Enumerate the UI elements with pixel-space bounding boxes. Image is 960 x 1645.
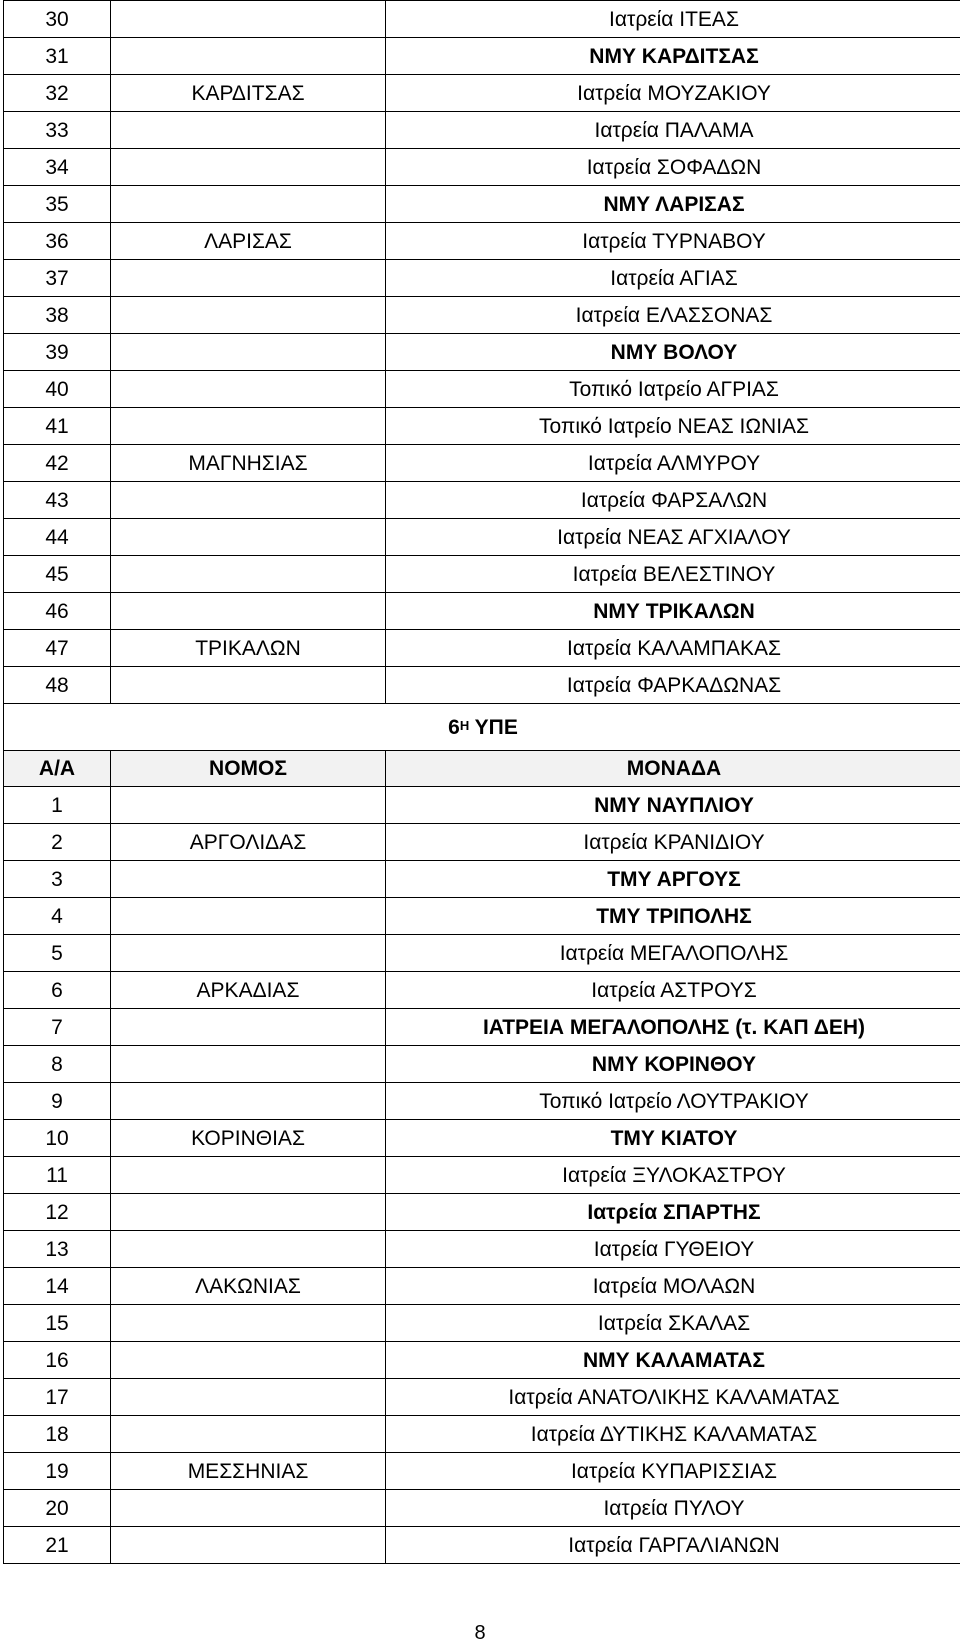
- row-unit: ΤΜΥ ΚΙΑΤΟΥ: [386, 1120, 960, 1157]
- row-unit: Ιατρεία ΠΥΛΟΥ: [386, 1490, 960, 1527]
- row-nomos: [111, 898, 386, 935]
- table-row: [4, 1416, 960, 1453]
- table-row: [4, 1, 960, 38]
- row-number: 8: [4, 1046, 111, 1083]
- table-row: [4, 556, 960, 593]
- section-row: [4, 704, 960, 751]
- row-unit: ΝΜΥ ΚΟΡΙΝΘΟΥ: [386, 1046, 960, 1083]
- row-unit: ΝΜΥ ΤΡΙΚΑΛΩΝ: [386, 593, 960, 630]
- row-unit: Ιατρεία ΑΝΑΤΟΛΙΚΗΣ ΚΑΛΑΜΑΤΑΣ: [386, 1379, 960, 1416]
- row-unit: ΤΜΥ ΤΡΙΠΟΛΗΣ: [386, 898, 960, 935]
- row-unit: Ιατρεία ΝΕΑΣ ΑΓΧΙΑΛΟΥ: [386, 519, 960, 556]
- row-number: 3: [4, 861, 111, 898]
- row-number: 9: [4, 1083, 111, 1120]
- row-number: 48: [4, 667, 111, 704]
- row-unit: Ιατρεία ΜΕΓΑΛΟΠΟΛΗΣ: [386, 935, 960, 972]
- row-number: 6: [4, 972, 111, 1009]
- table-top-body: [4, 1, 960, 704]
- table-row: [4, 371, 960, 408]
- table-row: [4, 75, 960, 112]
- row-nomos: [111, 1342, 386, 1379]
- row-unit: Ιατρεία ΤΥΡΝΑΒΟΥ: [386, 223, 960, 260]
- row-number: 34: [4, 149, 111, 186]
- table-row: [4, 149, 960, 186]
- row-unit: Τοπικό Ιατρείο ΛΟΥΤΡΑΚΙΟΥ: [386, 1083, 960, 1120]
- row-nomos: [111, 519, 386, 556]
- row-number: 42: [4, 445, 111, 482]
- table-bottom-body: [4, 787, 960, 1564]
- row-number: 15: [4, 1305, 111, 1342]
- row-number: 33: [4, 112, 111, 149]
- table-row: [4, 186, 960, 223]
- row-nomos: [111, 1009, 386, 1046]
- row-number: 19: [4, 1453, 111, 1490]
- row-number: 35: [4, 186, 111, 223]
- header-aa: Α/Α: [4, 751, 111, 787]
- row-unit: Ιατρεία ΑΣΤΡΟΥΣ: [386, 972, 960, 1009]
- row-unit: Ιατρεία ΑΓΙΑΣ: [386, 260, 960, 297]
- row-number: 21: [4, 1527, 111, 1564]
- row-number: 1: [4, 787, 111, 824]
- row-nomos: ΑΡΚΑΔΙΑΣ: [111, 972, 386, 1009]
- row-nomos: ΚΑΡΔΙΤΣΑΣ: [111, 75, 386, 112]
- row-nomos: ΤΡΙΚΑΛΩΝ: [111, 630, 386, 667]
- row-number: 11: [4, 1157, 111, 1194]
- row-nomos: [111, 149, 386, 186]
- row-number: 36: [4, 223, 111, 260]
- row-number: 31: [4, 38, 111, 75]
- row-nomos: [111, 593, 386, 630]
- page-number: 8: [0, 1622, 960, 1645]
- row-unit: Ιατρεία ΣΠΑΡΤΗΣ: [386, 1194, 960, 1231]
- row-number: 46: [4, 593, 111, 630]
- row-nomos: [111, 1083, 386, 1120]
- section-title: [4, 704, 960, 751]
- table-row: [4, 787, 960, 824]
- row-nomos: [111, 260, 386, 297]
- row-nomos: [111, 1490, 386, 1527]
- row-nomos: ΑΡΓΟΛΙΔΑΣ: [111, 824, 386, 861]
- row-number: 40: [4, 371, 111, 408]
- row-nomos: ΚΟΡΙΝΘΙΑΣ: [111, 1120, 386, 1157]
- row-unit: Ιατρεία ΒΕΛΕΣΤΙΝΟΥ: [386, 556, 960, 593]
- row-nomos: [111, 1379, 386, 1416]
- row-unit: Ιατρεία ΦΑΡΚΑΔΩΝΑΣ: [386, 667, 960, 704]
- table-row: [4, 1231, 960, 1268]
- units-table: [3, 0, 960, 1564]
- row-unit: Ιατρεία ΦΑΡΣΑΛΩΝ: [386, 482, 960, 519]
- row-number: 37: [4, 260, 111, 297]
- row-nomos: [111, 1157, 386, 1194]
- row-nomos: [111, 787, 386, 824]
- row-unit: ΝΜΥ ΚΑΡΔΙΤΣΑΣ: [386, 38, 960, 75]
- row-number: 39: [4, 334, 111, 371]
- table-row: [4, 1083, 960, 1120]
- row-number: 30: [4, 1, 111, 38]
- row-unit: ΝΜΥ ΒΟΛΟΥ: [386, 334, 960, 371]
- row-unit: ΝΜΥ ΛΑΡΙΣΑΣ: [386, 186, 960, 223]
- row-number: 47: [4, 630, 111, 667]
- row-nomos: [111, 861, 386, 898]
- row-nomos: [111, 1416, 386, 1453]
- row-number: 16: [4, 1342, 111, 1379]
- row-unit: Τοπικό Ιατρείο ΑΓΡΙΑΣ: [386, 371, 960, 408]
- row-unit: Ιατρεία ΚΥΠΑΡΙΣΣΙΑΣ: [386, 1453, 960, 1490]
- header-row: [4, 751, 960, 787]
- row-nomos: [111, 334, 386, 371]
- table-row: [4, 898, 960, 935]
- section-number: 6: [448, 716, 460, 739]
- table-row: [4, 935, 960, 972]
- row-nomos: [111, 186, 386, 223]
- row-number: 5: [4, 935, 111, 972]
- table-row: [4, 223, 960, 260]
- table-row: [4, 667, 960, 704]
- table-row: [4, 1157, 960, 1194]
- table-row: [4, 1046, 960, 1083]
- row-unit: Ιατρεία ΚΡΑΝΙΔΙΟΥ: [386, 824, 960, 861]
- section-superscript: Η: [460, 718, 469, 733]
- header-monada: ΜΟΝΑΔΑ: [386, 751, 960, 787]
- table-row: [4, 593, 960, 630]
- row-nomos: [111, 38, 386, 75]
- row-nomos: [111, 1194, 386, 1231]
- row-nomos: [111, 1046, 386, 1083]
- row-unit: Ιατρεία ΔΥΤΙΚΗΣ ΚΑΛΑΜΑΤΑΣ: [386, 1416, 960, 1453]
- table-row: [4, 1120, 960, 1157]
- row-number: 14: [4, 1268, 111, 1305]
- row-unit: Ιατρεία ΑΛΜΥΡΟΥ: [386, 445, 960, 482]
- table-row: [4, 1342, 960, 1379]
- row-nomos: [111, 112, 386, 149]
- row-nomos: [111, 935, 386, 972]
- row-nomos: ΛΑΚΩΝΙΑΣ: [111, 1268, 386, 1305]
- table-row: [4, 1268, 960, 1305]
- table-row: [4, 112, 960, 149]
- table-row: [4, 1490, 960, 1527]
- row-nomos: [111, 1527, 386, 1564]
- row-number: 38: [4, 297, 111, 334]
- table-row: [4, 861, 960, 898]
- table-row: [4, 1453, 960, 1490]
- row-nomos: [111, 482, 386, 519]
- row-unit: Ιατρεία ΞΥΛΟΚΑΣΤΡΟΥ: [386, 1157, 960, 1194]
- section-label: ΥΠΕ: [475, 716, 518, 739]
- row-number: 17: [4, 1379, 111, 1416]
- row-unit: Ιατρεία ΓΑΡΓΑΛΙΑΝΩΝ: [386, 1527, 960, 1564]
- row-unit: Ιατρεία ΣΟΦΑΔΩΝ: [386, 149, 960, 186]
- table-row: [4, 630, 960, 667]
- row-nomos: [111, 1, 386, 38]
- section-block: [4, 704, 960, 787]
- row-number: 4: [4, 898, 111, 935]
- row-unit: Τοπικό Ιατρείο ΝΕΑΣ ΙΩΝΙΑΣ: [386, 408, 960, 445]
- row-nomos: ΛΑΡΙΣΑΣ: [111, 223, 386, 260]
- table-row: [4, 1305, 960, 1342]
- table-row: [4, 334, 960, 371]
- table-row: [4, 1527, 960, 1564]
- row-unit: Ιατρεία ΕΛΑΣΣΟΝΑΣ: [386, 297, 960, 334]
- table-row: [4, 519, 960, 556]
- row-nomos: [111, 297, 386, 334]
- table-row: [4, 824, 960, 861]
- row-number: 41: [4, 408, 111, 445]
- row-unit: ΝΜΥ ΚΑΛΑΜΑΤΑΣ: [386, 1342, 960, 1379]
- row-unit: ΤΜΥ ΑΡΓΟΥΣ: [386, 861, 960, 898]
- row-number: 13: [4, 1231, 111, 1268]
- table-row: [4, 1379, 960, 1416]
- row-nomos: [111, 1305, 386, 1342]
- row-unit: Ιατρεία ΜΟΛΑΩΝ: [386, 1268, 960, 1305]
- table-row: [4, 297, 960, 334]
- row-number: 45: [4, 556, 111, 593]
- header-nomos: ΝΟΜΟΣ: [111, 751, 386, 787]
- table-row: [4, 972, 960, 1009]
- table-row: [4, 445, 960, 482]
- row-unit: ΙΑΤΡΕΙΑ ΜΕΓΑΛΟΠΟΛΗΣ (τ. ΚΑΠ ΔΕΗ): [386, 1009, 960, 1046]
- table-row: [4, 1009, 960, 1046]
- row-number: 18: [4, 1416, 111, 1453]
- row-number: 12: [4, 1194, 111, 1231]
- table-row: [4, 260, 960, 297]
- row-number: 32: [4, 75, 111, 112]
- row-nomos: ΜΕΣΣΗΝΙΑΣ: [111, 1453, 386, 1490]
- row-unit: Ιατρεία ΓΥΘΕΙΟΥ: [386, 1231, 960, 1268]
- row-nomos: [111, 371, 386, 408]
- row-nomos: ΜΑΓΝΗΣΙΑΣ: [111, 445, 386, 482]
- row-number: 7: [4, 1009, 111, 1046]
- row-nomos: [111, 408, 386, 445]
- row-number: 10: [4, 1120, 111, 1157]
- row-nomos: [111, 1231, 386, 1268]
- row-number: 20: [4, 1490, 111, 1527]
- table-row: [4, 1194, 960, 1231]
- row-nomos: [111, 556, 386, 593]
- table-row: [4, 482, 960, 519]
- row-unit: ΝΜΥ ΝΑΥΠΛΙΟΥ: [386, 787, 960, 824]
- row-number: 43: [4, 482, 111, 519]
- row-number: 44: [4, 519, 111, 556]
- table-row: [4, 38, 960, 75]
- row-number: 2: [4, 824, 111, 861]
- row-unit: Ιατρεία ΠΑΛΑΜΑ: [386, 112, 960, 149]
- row-unit: Ιατρεία ΜΟΥΖΑΚΙΟΥ: [386, 75, 960, 112]
- row-unit: Ιατρεία ΣΚΑΛΑΣ: [386, 1305, 960, 1342]
- row-unit: Ιατρεία ΚΑΛΑΜΠΑΚΑΣ: [386, 630, 960, 667]
- row-nomos: [111, 667, 386, 704]
- row-unit: Ιατρεία ΙΤΕΑΣ: [386, 1, 960, 38]
- table-row: [4, 408, 960, 445]
